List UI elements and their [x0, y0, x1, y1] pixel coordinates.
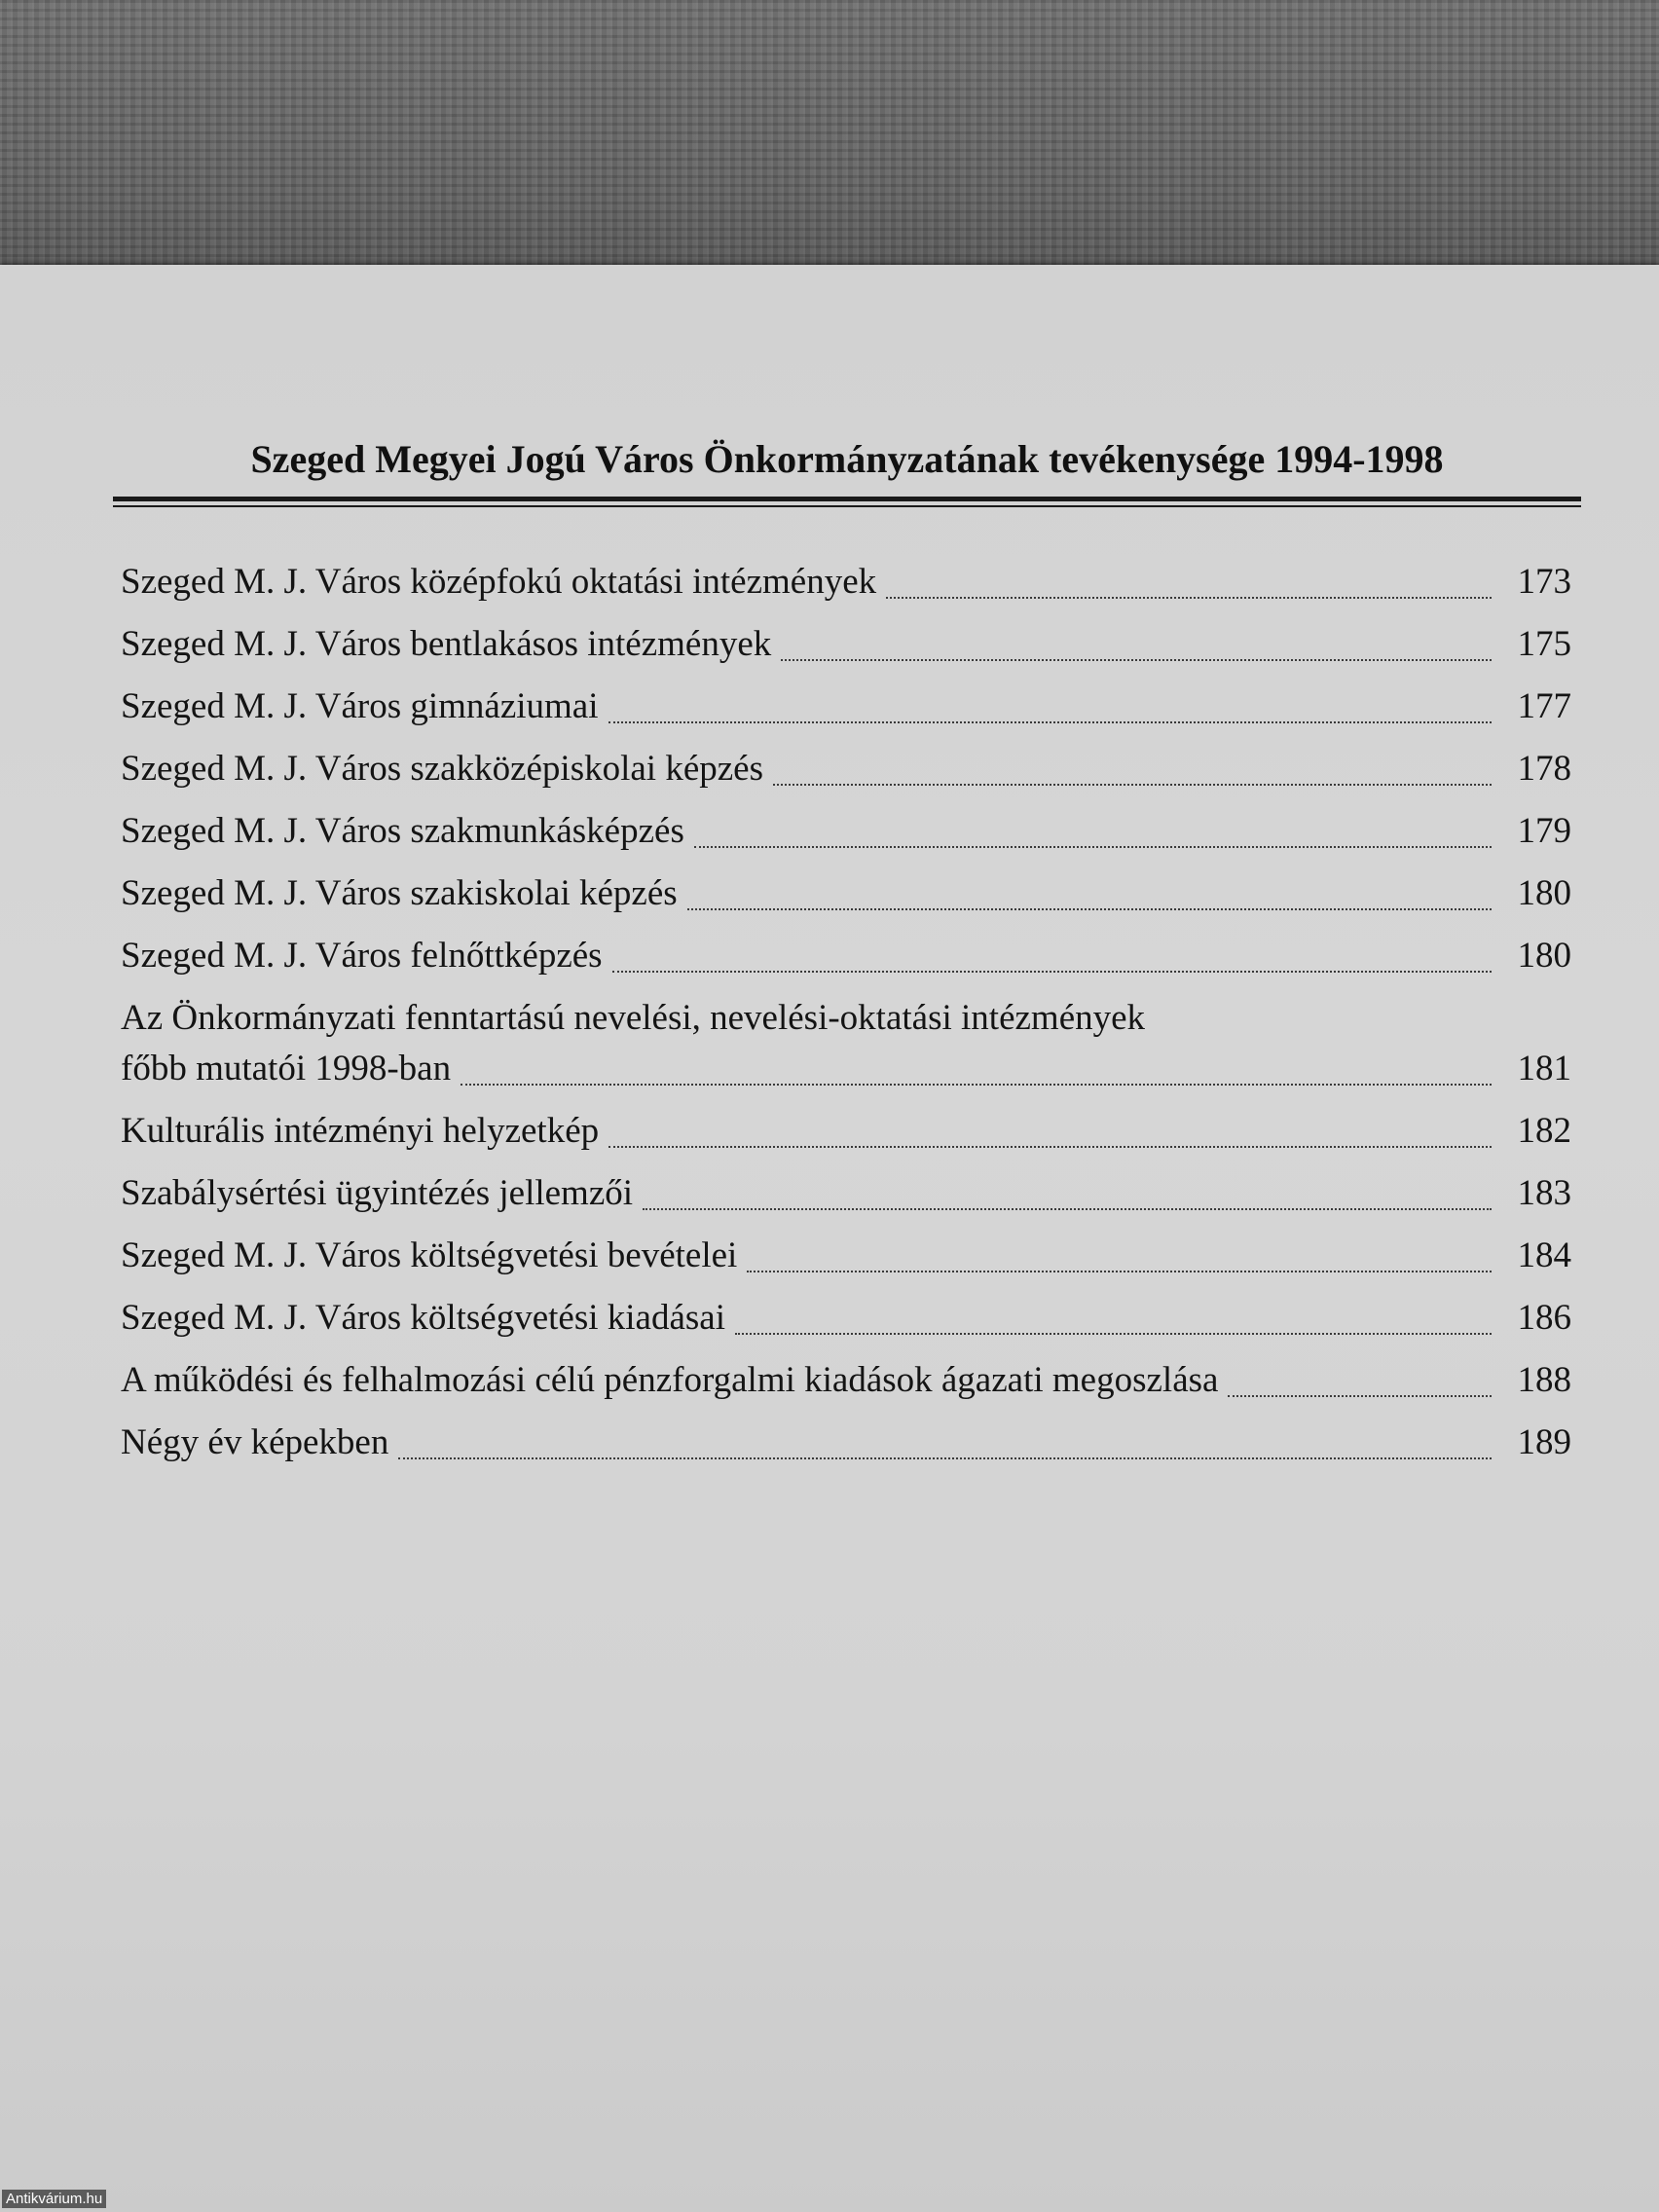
dot-leader: [687, 908, 1492, 910]
dot-leader: [398, 1457, 1492, 1459]
toc-entry: [121, 1168, 1571, 1231]
toc-entry: [121, 1106, 1571, 1168]
page-title: Szeged Megyei Jogú Város Önkormányzatának tevékenysége 1994-1998: [250, 437, 1444, 481]
toc-page-number: 175: [1517, 624, 1571, 664]
dot-leader: [781, 659, 1492, 661]
dot-leader: [886, 597, 1492, 599]
toc-entry: [121, 557, 1571, 619]
dot-leader: [694, 846, 1492, 848]
background-surface: [0, 0, 1659, 292]
toc-entry-title: Szeged M. J. Város szakiskolai képzés: [121, 873, 678, 913]
toc-page-number: 180: [1517, 936, 1571, 976]
toc-entry-title: Szeged M. J. Város felnőttképzés: [121, 936, 603, 976]
toc-entry-title-line1: Az Önkormányzati fenntartású nevelési, nevelési-oktatási intézmények: [121, 998, 1146, 1038]
toc-page-number: 180: [1517, 873, 1571, 913]
toc-entry-title: Négy év képekben: [121, 1422, 389, 1462]
toc-entry: [121, 619, 1571, 682]
toc-page-number: 182: [1517, 1111, 1571, 1151]
toc-entry: [121, 1293, 1571, 1355]
title-rule-thick: [113, 497, 1581, 501]
toc-entry-title: Szeged M. J. Város költségvetési bevételei: [121, 1235, 738, 1275]
toc-entry: [121, 1355, 1571, 1418]
toc-page-number: 179: [1517, 811, 1571, 851]
toc-entry: [121, 744, 1571, 806]
toc-page-number: 183: [1517, 1173, 1571, 1213]
dot-leader: [643, 1208, 1492, 1210]
watermark: Antikvárium.hu: [2, 2190, 106, 2208]
title-rule-thin: [113, 505, 1581, 507]
toc-entry-title: Szeged M. J. Város középfokú oktatási intézmények: [121, 562, 877, 602]
toc-page-number: 188: [1517, 1360, 1571, 1400]
toc-page-number: 189: [1517, 1422, 1571, 1462]
toc-entry-title-line2: főbb mutatói 1998-ban: [121, 1049, 452, 1088]
toc-entry-title: Szabálysértési ügyintézés jellemzői: [121, 1173, 634, 1213]
toc-entry-title: Szeged M. J. Város szakközépiskolai képzés: [121, 749, 764, 789]
toc-page-number: 177: [1517, 686, 1571, 726]
toc-page-number: 186: [1517, 1298, 1571, 1338]
dot-leader: [747, 1271, 1492, 1272]
toc-page-number: 173: [1517, 562, 1571, 602]
toc-entry: [121, 806, 1571, 868]
toc-entry: [121, 1418, 1571, 1480]
toc-entry-title: Szeged M. J. Város költségvetési kiadásai: [121, 1298, 725, 1338]
dot-leader: [735, 1333, 1492, 1335]
toc-entry: [121, 868, 1571, 931]
table-of-contents: [121, 557, 1571, 1480]
book-page: [0, 265, 1659, 2212]
toc-entry-title: A működési és felhalmozási célú pénzforgalmi kiadások ágazati megoszlása: [121, 1360, 1219, 1400]
toc-entry: [121, 931, 1571, 993]
dot-leader: [608, 1146, 1492, 1148]
dot-leader: [1228, 1395, 1492, 1397]
toc-entry-title: Szeged M. J. Város gimnáziumai: [121, 686, 599, 726]
toc-page-number: 184: [1517, 1235, 1571, 1275]
toc-entry: [121, 993, 1571, 1106]
dot-leader: [612, 971, 1492, 973]
toc-entry: [121, 1231, 1571, 1293]
dot-leader: [773, 784, 1492, 786]
toc-entry: [121, 682, 1571, 744]
dot-leader: [461, 1084, 1492, 1086]
dot-leader: [608, 721, 1492, 723]
toc-entry-title: Szeged M. J. Város szakmunkásképzés: [121, 811, 684, 851]
toc-page-number: 178: [1517, 749, 1571, 789]
toc-entry-title: Szeged M. J. Város bentlakásos intézmények: [121, 624, 772, 664]
toc-page-number: 181: [1517, 1049, 1571, 1088]
toc-entry-title: Kulturális intézményi helyzetkép: [121, 1111, 600, 1151]
